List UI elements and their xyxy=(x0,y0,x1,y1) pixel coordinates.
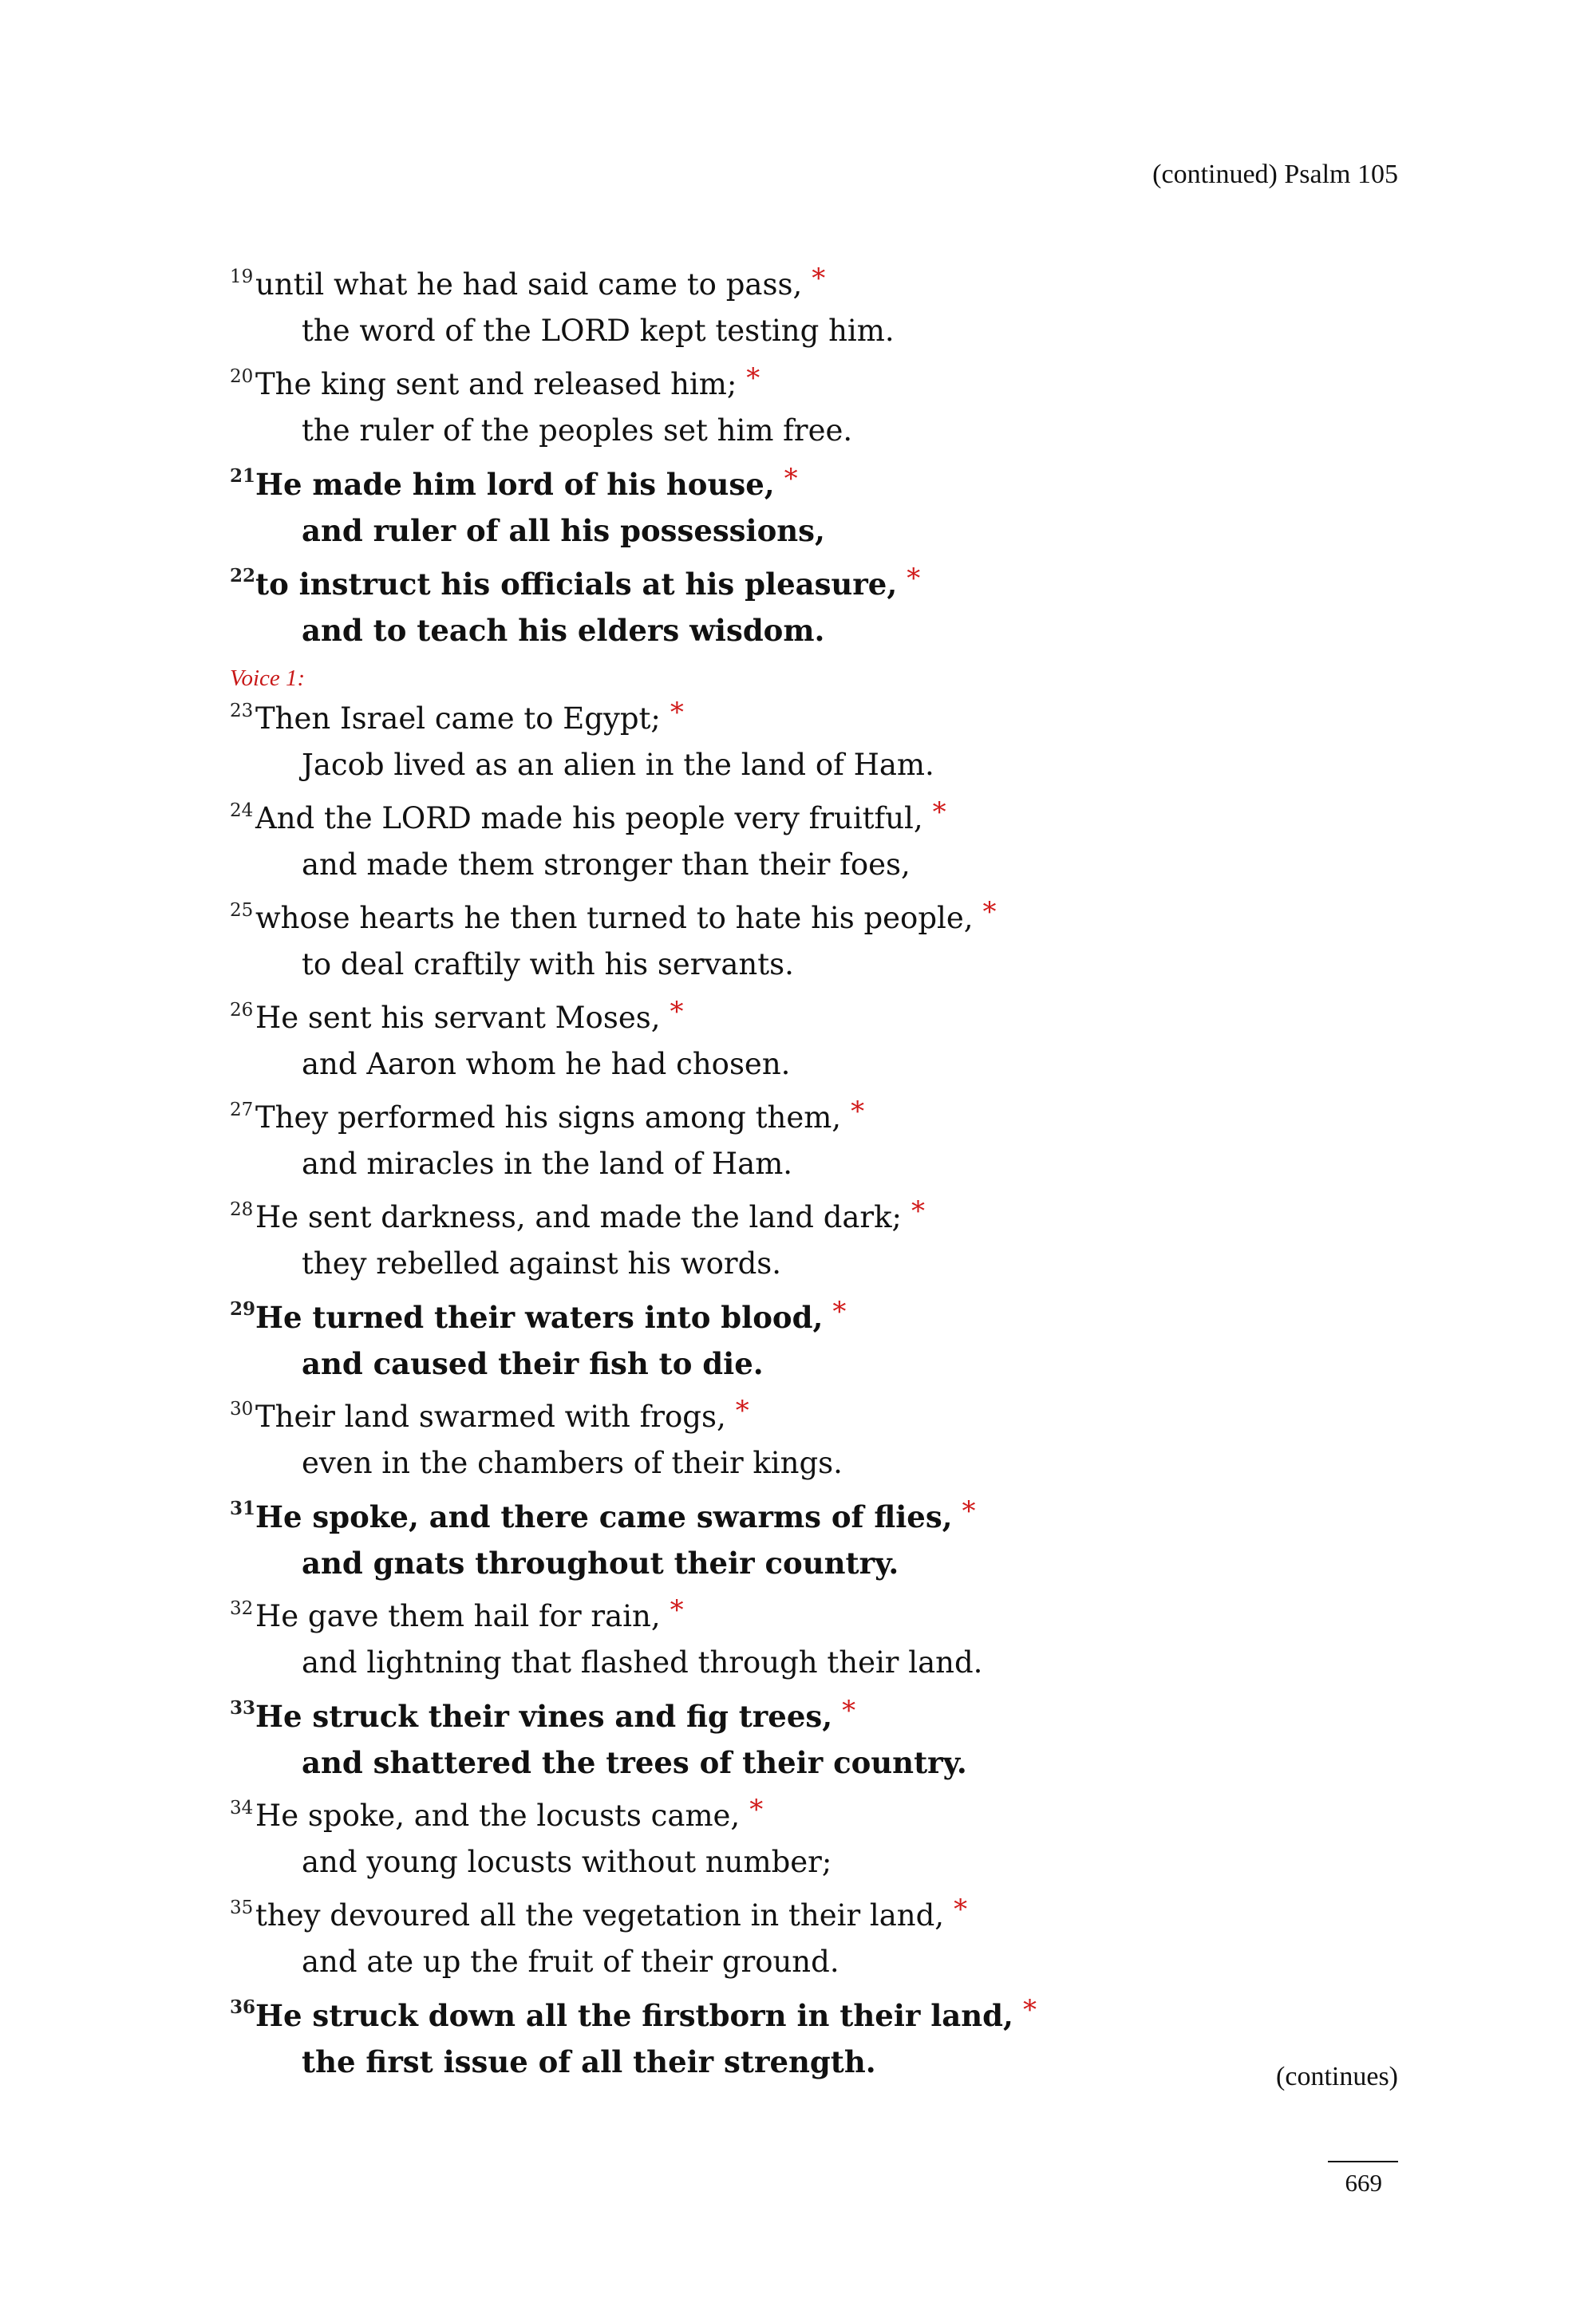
verse-line-1: whose hearts he then turned to hate his people, xyxy=(255,901,974,935)
verse-line-2: and ruler of all his possessions, xyxy=(302,513,825,548)
verse-28 xyxy=(230,1195,1411,1287)
asterisk-mark: * xyxy=(749,1794,764,1826)
asterisk-mark: * xyxy=(842,1695,856,1727)
asterisk-mark: * xyxy=(832,1296,847,1328)
asterisk-mark: * xyxy=(784,463,798,495)
verse-line-1: They performed his signs among them, xyxy=(255,1100,842,1135)
verse-31 xyxy=(230,1494,1411,1586)
verse-number: 25 xyxy=(230,900,254,921)
verse-number: 20 xyxy=(230,366,254,387)
verse-19 xyxy=(230,262,1411,354)
verse-line-2: the first issue of all their strength. xyxy=(302,2044,876,2079)
page-number: 669 xyxy=(1345,2169,1382,2197)
verse-line-2: the ruler of the peoples set him free. xyxy=(302,413,853,448)
verse-line-2: and miracles in the land of Ham. xyxy=(302,1147,793,1181)
verse-25 xyxy=(230,895,1411,988)
asterisk-mark: * xyxy=(1022,1994,1037,2026)
asterisk-mark: * xyxy=(851,1096,865,1127)
verse-24 xyxy=(230,796,1411,888)
verse-32 xyxy=(230,1593,1411,1686)
asterisk-mark: * xyxy=(812,263,826,294)
verse-number: 19 xyxy=(230,267,254,287)
verse-20 xyxy=(230,361,1411,454)
verse-33 xyxy=(230,1693,1411,1786)
verse-line-2: and made them stronger than their foes, xyxy=(302,847,911,882)
verse-number: 30 xyxy=(230,1399,254,1420)
verse-23 xyxy=(230,696,1411,788)
asterisk-mark: * xyxy=(954,1893,968,1925)
verse-number: 32 xyxy=(230,1598,254,1619)
verse-line-2: and gnats throughout their country. xyxy=(302,1546,899,1581)
verse-line-1: He made him lord of his house, xyxy=(255,467,775,502)
verse-27 xyxy=(230,1095,1411,1187)
verse-line-2: they rebelled against his words. xyxy=(302,1246,781,1281)
verse-line-2: and shattered the trees of their country. xyxy=(302,1745,967,1780)
folio-rule xyxy=(1328,2161,1398,2162)
verse-line-1: He struck their vines and fig trees, xyxy=(255,1699,833,1734)
verse-22 xyxy=(230,561,1411,654)
verse-line-1: And the LORD made his people very fruitful, xyxy=(255,801,923,835)
verse-line-1: He turned their waters into blood, xyxy=(255,1300,824,1335)
verse-21 xyxy=(230,461,1411,554)
voice-label: Voice 1: xyxy=(230,665,306,691)
psalm-text xyxy=(230,262,1411,2092)
verse-line-1: Their land swarmed with frogs, xyxy=(255,1400,726,1434)
verse-line-1: to instruct his officials at his pleasure, xyxy=(255,567,898,602)
verse-number: 34 xyxy=(230,1798,254,1818)
asterisk-mark: * xyxy=(670,996,684,1028)
verse-35 xyxy=(230,1893,1411,1985)
verse-line-1: He spoke, and the locusts came, xyxy=(255,1799,741,1833)
asterisk-mark: * xyxy=(907,563,921,594)
verse-line-1: they devoured all the vegetation in their land, xyxy=(255,1898,945,1933)
verse-line-1: He sent his servant Moses, xyxy=(255,1001,661,1035)
verse-34 xyxy=(230,1793,1411,1886)
running-head: (continued) Psalm 105 xyxy=(1152,160,1398,189)
asterisk-mark: * xyxy=(962,1495,976,1527)
verse-number: 22 xyxy=(230,565,256,586)
verse-26 xyxy=(230,995,1411,1088)
asterisk-mark: * xyxy=(982,896,997,928)
asterisk-mark: * xyxy=(670,1594,684,1626)
verse-number: 33 xyxy=(230,1697,256,1719)
verse-line-1: Then Israel came to Egypt; xyxy=(255,701,661,736)
continues-note: (continues) xyxy=(1276,2062,1398,2091)
verse-line-2: and ate up the fruit of their ground. xyxy=(302,1945,839,1979)
verse-number: 29 xyxy=(230,1298,256,1320)
verse-number: 21 xyxy=(230,465,256,487)
verse-line-1: He sent darkness, and made the land dark; xyxy=(255,1200,903,1234)
verse-number: 31 xyxy=(230,1498,256,1519)
verse-line-2: and Aaron whom he had chosen. xyxy=(302,1047,791,1081)
verse-number: 28 xyxy=(230,1199,254,1220)
asterisk-mark: * xyxy=(735,1395,749,1427)
verse-line-1: until what he had said came to pass, xyxy=(255,267,803,302)
verse-number: 36 xyxy=(230,1996,256,2018)
verse-line-2: and lightning that flashed through their land. xyxy=(302,1645,983,1680)
verse-line-2: the word of the LORD kept testing him. xyxy=(302,314,895,348)
verse-line-2: to deal craftily with his servants. xyxy=(302,947,794,981)
verse-line-1: He gave them hail for rain, xyxy=(255,1599,661,1633)
asterisk-mark: * xyxy=(670,697,684,729)
verse-30 xyxy=(230,1394,1411,1487)
asterisk-mark: * xyxy=(932,796,946,828)
verse-number: 24 xyxy=(230,800,254,821)
verse-number: 27 xyxy=(230,1100,254,1120)
asterisk-mark: * xyxy=(911,1195,926,1227)
verse-line-1: The king sent and released him; xyxy=(255,367,737,401)
asterisk-mark: * xyxy=(746,362,760,394)
verse-line-2: even in the chambers of their kings. xyxy=(302,1446,843,1480)
verse-line-2: and to teach his elders wisdom. xyxy=(302,613,825,648)
verse-line-2: Jacob lived as an alien in the land of Ham. xyxy=(302,748,934,782)
verse-number: 35 xyxy=(230,1897,254,1918)
verse-line-1: He struck down all the firstborn in their land, xyxy=(255,1998,1013,2033)
verse-line-2: and young locusts without number; xyxy=(302,1845,832,1879)
verse-number: 23 xyxy=(230,701,254,721)
verse-line-2: and caused their fish to die. xyxy=(302,1346,764,1381)
verse-29 xyxy=(230,1294,1411,1387)
verse-36 xyxy=(230,1992,1411,2085)
verse-number: 26 xyxy=(230,1000,254,1021)
verse-line-1: He spoke, and there came swarms of flies, xyxy=(255,1499,953,1534)
